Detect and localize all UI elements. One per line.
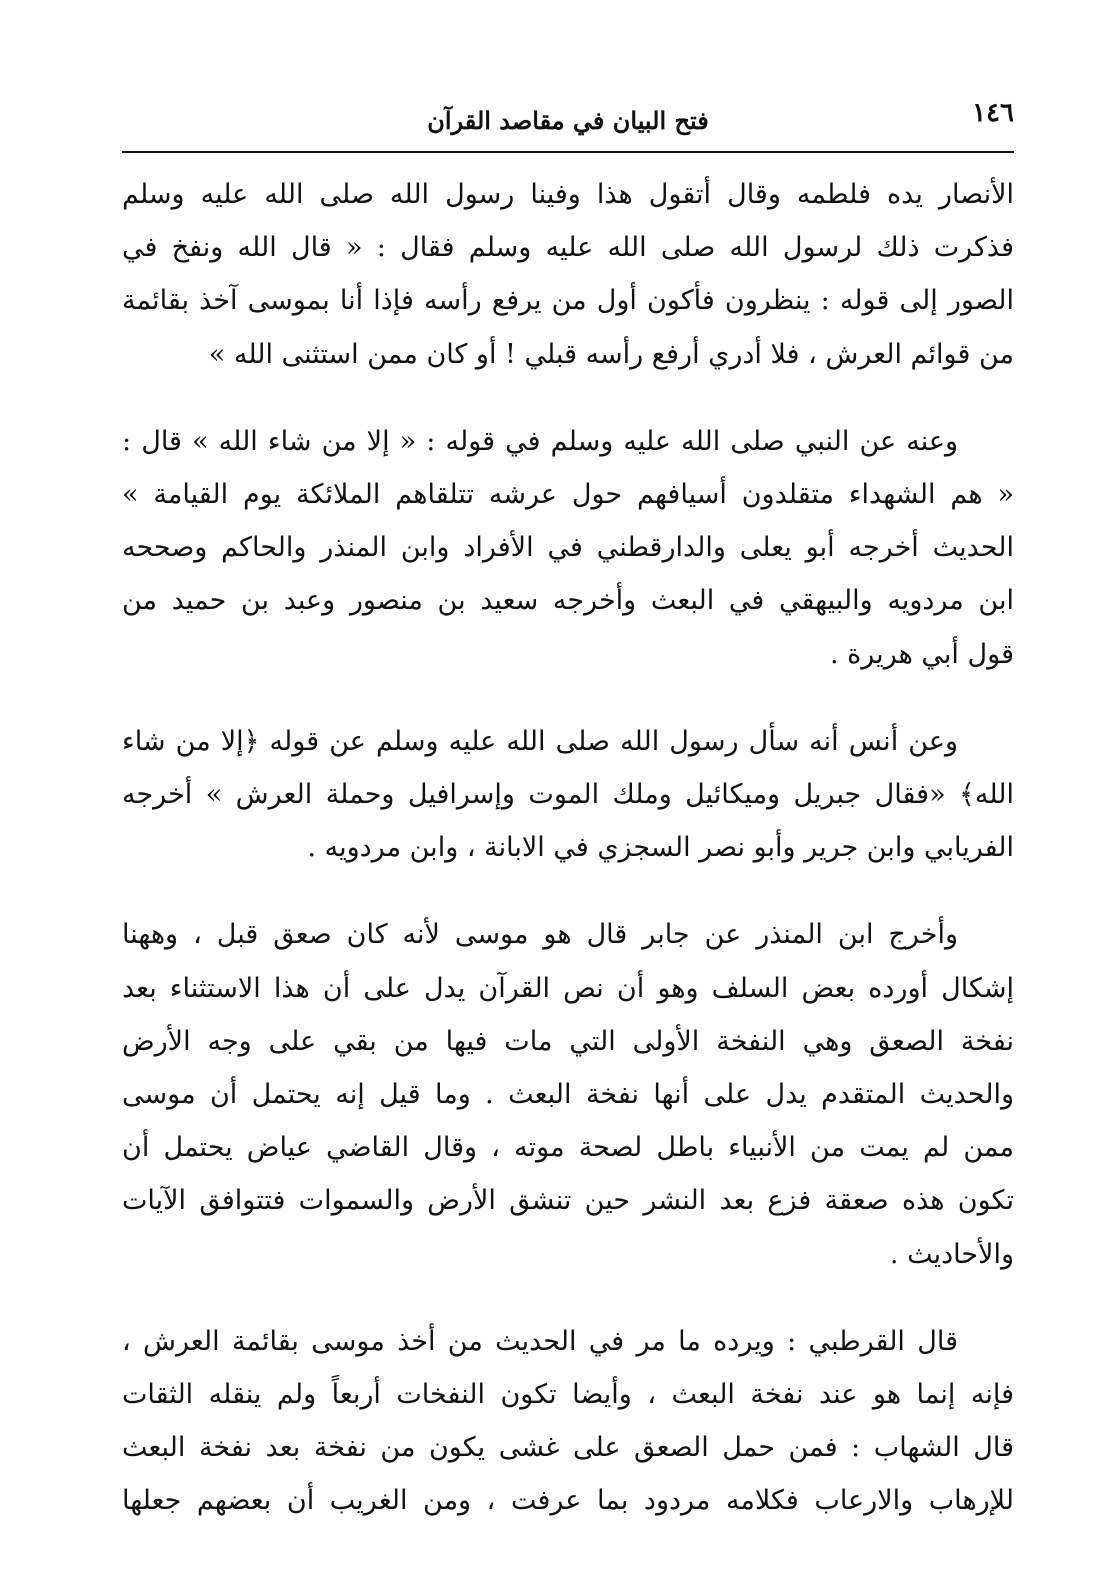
text-line: تكون هذه صعقة فزع بعد النشر حين تنشق الأرض والسموات فتتوافق الآيات <box>122 1185 1014 1217</box>
text-line: الله﴾ «فقال جبريل وميكائيل وملك الموت وإسرافيل وحملة العرش » أخرجه <box>122 779 1014 811</box>
paragraph <box>122 1315 1014 1528</box>
page-number: ١٤٦ <box>972 98 1014 128</box>
text-line: قال الشهاب : فمن حمل الصعق على غشى يكون من نفخة بعد نفخة البعث <box>122 1432 1014 1464</box>
text-line: ممن لم يمت من الأنبياء باطل لصحة موته ، وقال القاضي عياض يحتمل أن <box>122 1132 1014 1164</box>
text-line: الحديث أخرجه أبو يعلى والدارقطني في الأفراد وابن المنذر والحاكم وصححه <box>122 532 1014 564</box>
page-header <box>122 96 1014 156</box>
text-line: الصور إلى قوله : ينظرون فأكون أول من يرفع رأسه فإذا أنا بموسى آخذ بقائمة <box>122 285 1014 317</box>
text-line: الفريابي وابن جرير وأبو نصر السجزي في الابانة ، وابن مردويه . <box>307 832 1014 864</box>
paragraph <box>122 908 1014 1280</box>
text-line: فذكرت ذلك لرسول الله صلى الله عليه وسلم فقال : « قال الله ونفخ في <box>122 232 1014 264</box>
text-line: نفخة الصعق وهي النفخة الأولى التي مات فيها من بقي على وجه الأرض <box>122 1025 1014 1057</box>
text-line: الأنصار يده فلطمه وقال أتقول هذا وفينا رسول الله صلى الله عليه وسلم <box>122 179 1014 210</box>
paragraph <box>122 168 1014 381</box>
text-line: من قوائم العرش ، فلا أدري أرفع رأسه قبلي ! أو كان ممن استثنى الله » <box>208 338 1014 370</box>
text-line: إشكال أورده بعض السلف وهو أن نص القرآن يدل على أن هذا الاستثناء بعد <box>122 972 1014 1004</box>
text-line: والحديث المتقدم يدل على أنها نفخة البعث . وما قيل إنه يحتمل أن موسى <box>122 1079 1014 1111</box>
text-line: قول أبي هريرة . <box>829 638 1014 670</box>
text-line: وأخرج ابن المنذر عن جابر قال هو موسى لأنه كان صعق قبل ، وههنا <box>122 919 958 951</box>
text-line: وعنه عن النبي صلى الله عليه وسلم في قوله : « إلا من شاء الله » قال : <box>122 425 958 457</box>
paragraph <box>122 715 1014 875</box>
text-line: وعن أنس أنه سأل رسول الله صلى الله عليه وسلم عن قوله ﴿إلا من شاء <box>122 725 958 757</box>
text-line: والأحاديث . <box>889 1238 1014 1270</box>
body-text <box>122 168 1014 1528</box>
running-title: فتح البيان في مقاصد القرآن <box>427 106 709 135</box>
text-line: قال القرطبي : ويرده ما مر في الحديث من أخذ موسى بقائمة العرش ، <box>122 1325 958 1357</box>
header-rule <box>122 151 1014 153</box>
text-line: للإرهاب والارعاب فكلامه مردود بما عرفت ، ومن الغريب أن بعضهم جعلها <box>122 1485 1014 1517</box>
text-line: ابن مردويه والبيهقي في البعث وأخرجه سعيد بن منصور وعبد بن حميد من <box>122 585 1014 617</box>
paragraph <box>122 415 1014 681</box>
text-line: فإنه إنما هو عند نفخة البعث ، وأيضا تكون النفخات أربعاً ولم ينقله الثقات <box>122 1379 1014 1411</box>
text-line: « هم الشهداء متقلدون أسيافهم حول عرشه تتلقاهم الملائكة يوم القيامة » <box>122 479 1014 511</box>
